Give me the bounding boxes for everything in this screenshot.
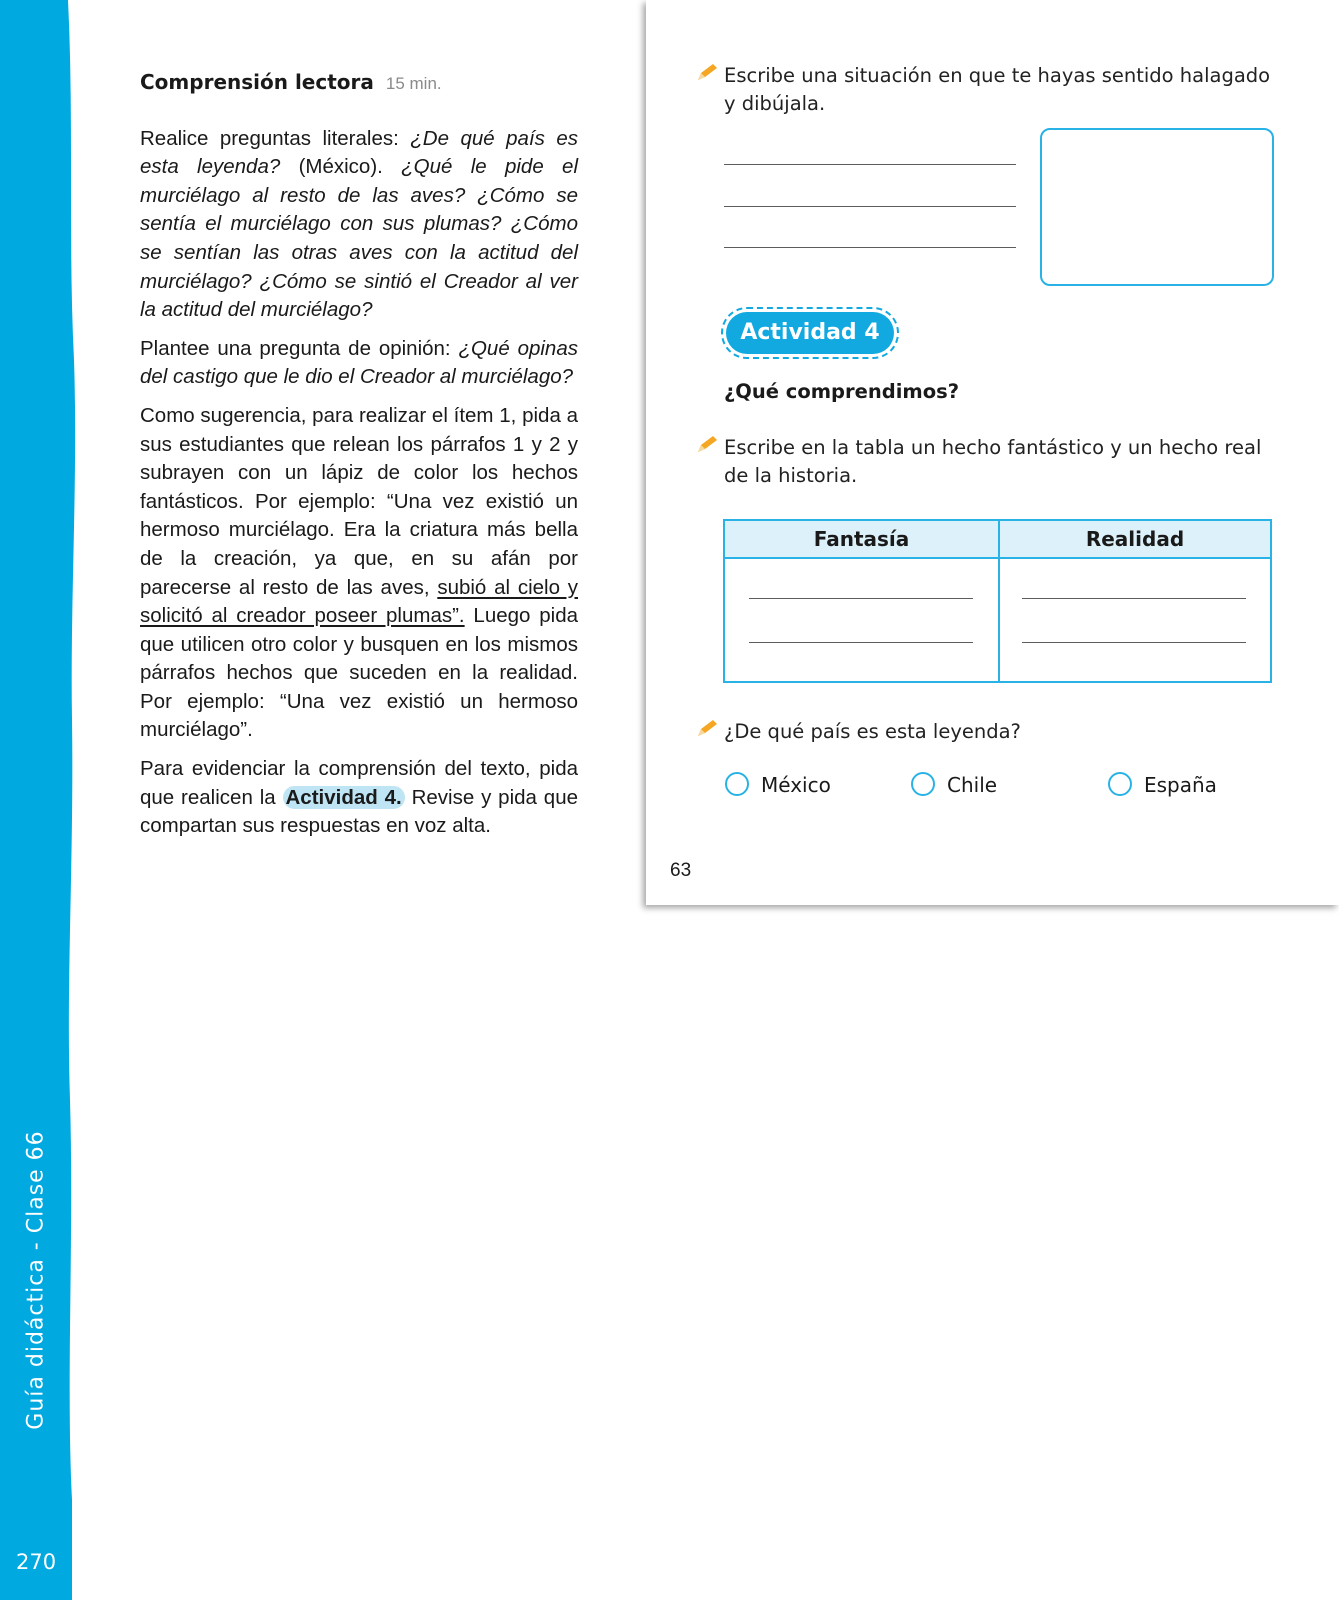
- p1-questions: ¿Qué le pide el murciélago al resto de las aves? ¿Cómo se sentía el murciélago con sus plumas? ¿Cómo se sentían las otras aves con la actitud del murciélago? ¿Cómo se sintió el Creador al ver la actitud del murciélago?: [140, 155, 578, 322]
- student-page: [646, 0, 1339, 905]
- writing-line: [724, 206, 1016, 207]
- option-espana[interactable]: [1108, 772, 1248, 800]
- page-number-left: 270: [16, 1550, 57, 1574]
- paragraph-literal-questions: [140, 125, 578, 325]
- p4-text-end: Revise y pida que compartan sus respuestas en voz alta.: [140, 785, 578, 838]
- radio-circle[interactable]: [911, 772, 935, 796]
- facts-table: [723, 519, 1272, 683]
- instruction-situation: Escribe una situación en que te hayas sentido halagado y dibújala.: [724, 64, 1271, 115]
- activity-badge: Actividad 4: [726, 312, 894, 354]
- section-heading: [140, 68, 578, 99]
- table-writing-line[interactable]: [1022, 642, 1246, 643]
- p1-answer: (México).: [280, 155, 402, 179]
- table-writing-line[interactable]: [749, 598, 973, 599]
- writing-line: [724, 247, 1016, 248]
- instruction-table: Escribe en la tabla un hecho fantástico y un hecho real de la historia.: [724, 436, 1262, 487]
- guide-column: [140, 68, 578, 851]
- student-page-number: 63: [670, 860, 692, 881]
- drawing-box[interactable]: [1040, 128, 1274, 286]
- paragraph-opinion-question: [140, 335, 578, 392]
- p3-text-start: Como sugerencia, para realizar el ítem 1, pida a sus estudiantes que relean los párrafos 1 y 2 y subrayen con un lápiz de color los hechos fantásticos. Por ejemplo: “Una vez existió un hermoso murciélago. Era la criatura más bella de la creación, ya que, en su afán por parecerse al resto de las aves,: [140, 403, 578, 599]
- table-writing-line[interactable]: [1022, 598, 1246, 599]
- table-writing-line[interactable]: [749, 642, 973, 643]
- heading-duration: 15 min.: [385, 74, 442, 93]
- heading-title: Comprensión lectora: [140, 70, 374, 94]
- p4-text-start: Para evidenciar la comprensión del texto, pida que realicen la: [140, 757, 578, 809]
- radio-circle[interactable]: [725, 772, 749, 796]
- vertical-title: Guía didáctica - Clase 66: [23, 1130, 49, 1430]
- radio-circle[interactable]: [1108, 772, 1132, 796]
- pencil-icon: [696, 718, 720, 738]
- option-chile[interactable]: [911, 772, 1051, 800]
- paragraph-activity: [140, 755, 578, 841]
- writing-line: [724, 164, 1016, 165]
- option-label: México: [761, 773, 831, 797]
- pencil-icon: [696, 62, 720, 82]
- p3-text-end: Luego pida que utilicen otro color y busquen en los mismos párrafos hechos que suceden en la realidad. Por ejemplo: “Una vez existió un hermoso murciélago”.: [140, 604, 578, 742]
- p3-underlined-text: subió al cielo y solicitó al creador poseer plumas”.: [140, 575, 578, 628]
- pencil-icon: [696, 434, 720, 454]
- p2-question: ¿Qué opinas del castigo que le dio el Creador al murciélago?: [140, 336, 578, 389]
- activity-highlight: Actividad 4.: [283, 786, 405, 809]
- option-mexico[interactable]: [725, 772, 865, 800]
- option-label: España: [1144, 773, 1217, 797]
- table-header-reality: Realidad: [1085, 527, 1185, 551]
- p2-lead: Plantee una pregunta de opinión:: [140, 336, 459, 360]
- p1-lead: Realice preguntas literales:: [140, 126, 411, 150]
- p1-question-country: ¿De qué país es esta leyenda?: [140, 126, 579, 179]
- table-header-fantasy: Fantasía: [813, 527, 910, 551]
- option-label: Chile: [947, 773, 998, 797]
- paragraph-suggestion: [140, 402, 578, 745]
- section-title: ¿Qué comprendimos?: [724, 380, 960, 403]
- question-country: ¿De qué país es esta leyenda?: [724, 720, 1021, 743]
